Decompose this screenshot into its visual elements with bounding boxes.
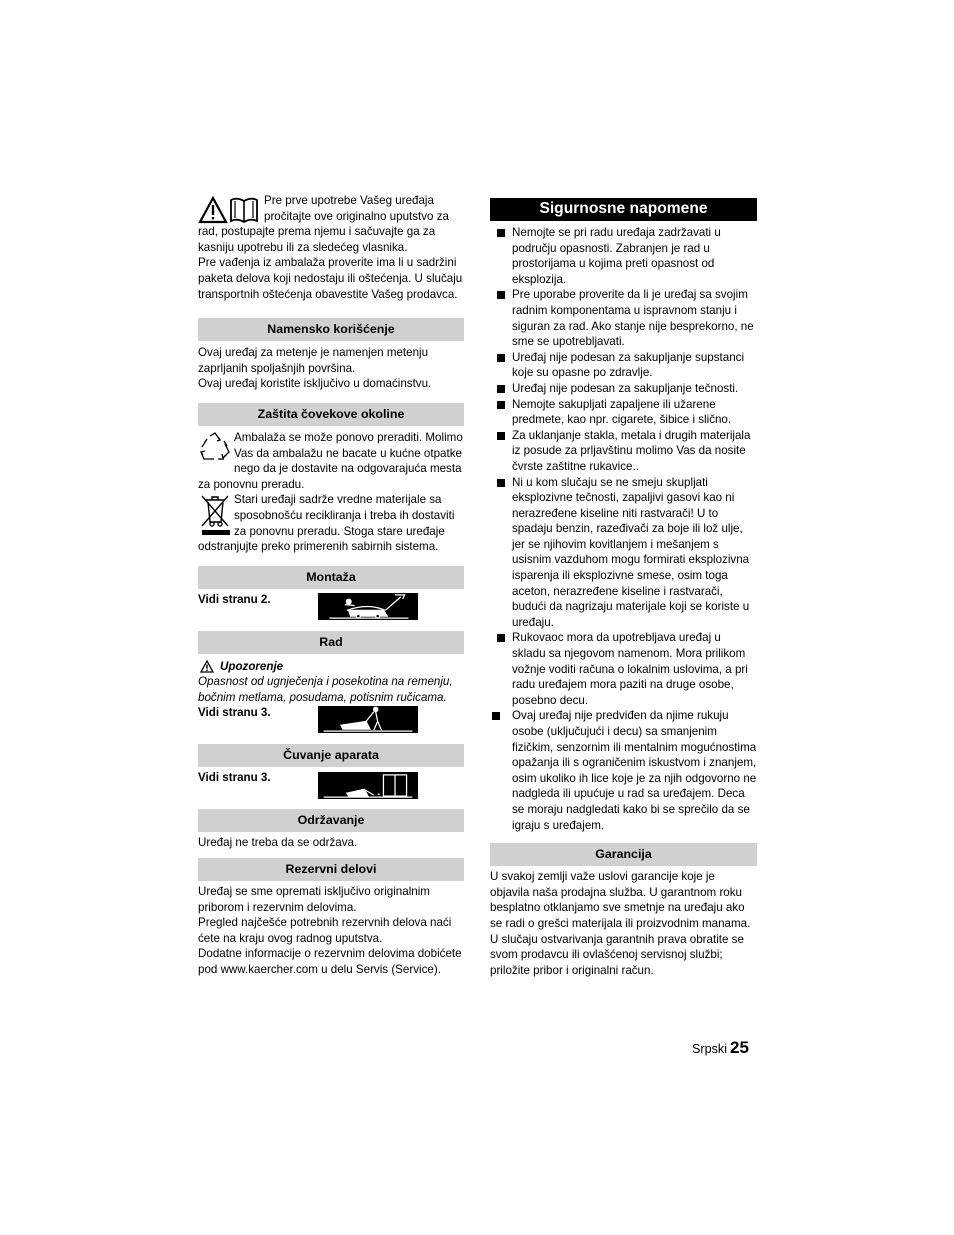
namensko-text-2: Ovaj uređaj koristite isključivo u domaćinstvu. [198, 377, 432, 391]
warning-icon [198, 196, 228, 224]
rad-see-row [198, 708, 464, 742]
bullet-icon [497, 385, 505, 393]
assembly-illustration [318, 593, 418, 620]
warning-small-icon [200, 660, 214, 673]
list-item: Rukovaoc mora da upotrebljava uređaj u skladu sa njegovom namenom. Mora prilikom vožnje voditi računa o lokalnim uslovima, a pri radu uređajem mora paziti na druge osobe, posebno decu. [490, 630, 757, 708]
storage-illustration [318, 772, 418, 799]
list-item: Uređaj nije podesan za sakupljanje supstanci koje su opasne po zdravlje. [490, 350, 757, 381]
cuvanje-see-label: Vidi stranu 3. [198, 771, 271, 785]
bullet-icon [497, 229, 505, 237]
rezervni-text-2: Pregled najčešće potrebnih rezervnih delova naći ćete na kraju ovog radnog uputstva. [198, 916, 452, 945]
list-item: Uređaj nije podesan za sakupljanje tečnosti. [490, 381, 757, 397]
montaza-see-label: Vidi stranu 2. [198, 592, 271, 606]
page-number: 25 [730, 1038, 749, 1057]
rad-warning-text: Opasnost od ugnječenja i posekotina na remenju, bočnim metlama, posudama, potisnim ručicama. [198, 675, 453, 704]
footer-language: Srpski [692, 1042, 727, 1056]
left-column [198, 192, 464, 978]
recycle-icon [198, 430, 232, 464]
zastita-text-1: Ambalaža se može ponovo preraditi. Molimo Vas da ambalažu ne bacate u kućne otpatke nego da je dostavite na odgovarajuća mesta za ponovnu preradu. [198, 430, 463, 491]
intro-block [198, 192, 464, 302]
cuvanje-see-row [198, 773, 464, 809]
heading-cuvanje: Čuvanje aparata [198, 744, 464, 767]
odrzavanje-text: Uređaj ne treba da se održava. [198, 836, 358, 850]
namensko-text-1: Ovaj uređaj za metenje je namenjen metenju zaprljanih spoljašnjih površina. [198, 346, 429, 375]
intro-text-2: Pre vađenja iz ambalaža proverite ima li u sadržini paketa delova koji nedostaju ili oštećenja. U slučaju transportnih oštećenja obavestite Vašeg prodavca. [198, 256, 463, 301]
heading-zastita: Zaštita čovekove okoline [198, 403, 464, 426]
heading-rezervni: Rezervni delovi [198, 858, 464, 881]
heading-odrzavanje: Održavanje [198, 809, 464, 832]
heading-rad: Rad [198, 631, 464, 654]
rad-see-label: Vidi stranu 3. [198, 706, 271, 720]
operation-illustration [318, 706, 418, 733]
intro-icons [198, 192, 260, 224]
intro-text-1: Pre prve upotrebe Vašeg uređaja pročitajte ove originalno uputstvo za rad, postupajte prema njemu i sačuvajte ga za kasniju upotrebu ili za sledećeg vlasnika. [198, 194, 449, 254]
list-item: Nemojte se pri radu uređaja zadržavati u području opasnosti. Zabranjen je rad u prostorijama u kojima preti opasnost od eksplozija. [490, 225, 757, 287]
safety-list [490, 225, 757, 833]
heading-namensko: Namensko korišćenje [198, 318, 464, 341]
zastita-text-2: Stari uređaji sadrže vredne materijale sa sposobnošću recikliranja i treba ih dostaviti za ponovnu preradu. Stoga stare uređaje odstranjujte preko primerenih sabirnih sistema. [198, 493, 455, 554]
rad-warning-label: Upozorenje [220, 659, 284, 673]
bullet-icon [497, 291, 505, 299]
heading-garancija: Garancija [490, 843, 757, 866]
weee-block [198, 492, 464, 554]
rad-warning-title [198, 659, 464, 675]
rezervni-text-1: Uređaj se sme opremati isključivo originalnim priborom i rezervnim delovima. [198, 885, 430, 914]
list-item: Ovaj uređaj nije predviđen da njime rukuju osobe (uključujući i decu) sa smanjenim fizičkim, senzornim ili mentalnim mogućnostima opažanja ili s ograničenim iskustvom i znanjem, osim ukoliko ih lice koje je za njih odgovorno ne nadgleda ili upućuje u rad sa uređajem. Deca se moraju nadgledati kako bi se sprečilo da se igraju s uređajem. [490, 708, 757, 833]
bullet-icon [497, 432, 505, 440]
garancija-text: U svakoj zemlji važe uslovi garancije koje je objavila naša prodajna služba. U garantnom roku besplatno otklanjamo sve smetnje na uređaju ako se radi o grešci materijala ili proizvodnim manama. U slučaju ostvarivanja garantnih prava obratite se svom prodavcu ili ovlašćenoj servisnoj službi; priložite pribor i originalni račun. [490, 870, 751, 977]
right-column [490, 198, 757, 978]
crossed-bin-icon [198, 492, 232, 536]
list-item: Za uklanjanje stakla, metala i drugih materijala iz posude za prljavštinu molimo Vas da nosite čvrste zaštitne rukavice.. [490, 428, 757, 475]
bullet-icon [497, 634, 505, 642]
list-item: Pre uporabe proverite da li je uređaj sa svojim radnim komponentama u ispravnom stanju i siguran za rad. Ako stanje nije besprekorno, ne sme se upotrebljavati. [490, 287, 757, 349]
page-footer [692, 1040, 749, 1058]
bullet-icon [497, 479, 505, 487]
bullet-icon [492, 712, 500, 720]
recycle-block [198, 430, 464, 492]
bullet-icon [497, 401, 505, 409]
rezervni-text-3: Dodatne informacije o rezervnim delovima dobićete pod www.kaercher.com u delu Servis (Service). [198, 947, 462, 977]
manual-book-icon [229, 196, 259, 224]
montaza-see-row [198, 592, 464, 627]
heading-sigurnosne: Sigurnosne napomene [490, 198, 757, 221]
heading-montaza: Montaža [198, 566, 464, 589]
list-item: Nemojte sakupljati zapaljene ili užarene predmete, kao npr. cigarete, šibice i slično. [490, 397, 757, 428]
bullet-icon [497, 354, 505, 362]
list-item: Ni u kom slučaju se ne smeju skupljati eksplozivne tečnosti, zapaljivi gasovi kao ni nerazređene kiseline niti rastvarači! U to spadaju benzin, razeđivači za boje ili lož ulje, jer se njihovim kovitlanjem i mešanjem s usisnim vazduhom mogu formirati eksplozivna isparenja ili eksplozivne smese, osim toga aceton, nerazređene kiseline i rastvarači, budući da nagrizaju materijale koji se koriste u uređaju. [490, 475, 757, 631]
